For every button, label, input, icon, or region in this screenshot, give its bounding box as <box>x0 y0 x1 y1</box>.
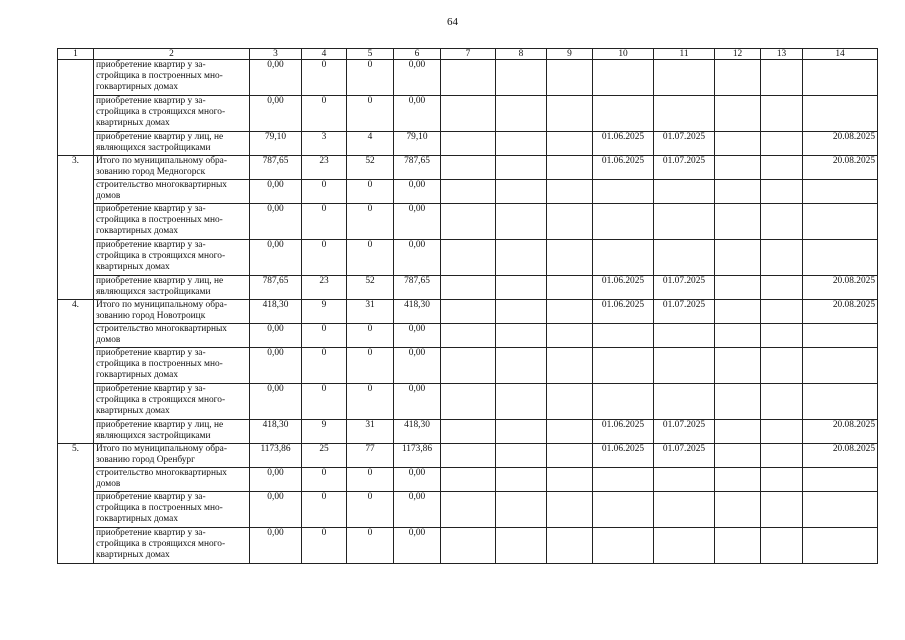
col13-cell <box>761 528 803 564</box>
row-number-cell <box>58 348 94 384</box>
col13-cell <box>761 156 803 180</box>
column-header: 12 <box>715 49 761 60</box>
row-number-cell <box>58 324 94 348</box>
col11-cell <box>654 384 715 420</box>
column-header: 4 <box>302 49 347 60</box>
col8-cell <box>496 240 547 276</box>
col6-cell: 0,00 <box>394 324 441 348</box>
col10-cell <box>593 240 654 276</box>
col12-cell <box>715 60 761 96</box>
column-header: 14 <box>803 49 878 60</box>
column-header: 7 <box>441 49 496 60</box>
col8-cell <box>496 384 547 420</box>
table-row <box>58 132 878 156</box>
col8-cell <box>496 492 547 528</box>
col7-cell <box>441 468 496 492</box>
col9-cell <box>547 156 593 180</box>
col5-cell: 0 <box>347 324 394 348</box>
col7-cell <box>441 384 496 420</box>
col5-cell: 0 <box>347 240 394 276</box>
col14-cell: 20.08.2025 <box>803 444 878 468</box>
col7-cell <box>441 276 496 300</box>
col12-cell <box>715 468 761 492</box>
page-number: 64 <box>447 16 458 28</box>
col7-cell <box>441 420 496 444</box>
col7-cell <box>441 324 496 348</box>
table-row <box>58 348 878 384</box>
column-header: 1 <box>58 49 94 60</box>
name-cell: строительство многоквартирных домов <box>94 324 250 348</box>
col10-cell: 01.06.2025 <box>593 132 654 156</box>
col11-cell: 01.07.2025 <box>654 132 715 156</box>
column-header: 8 <box>496 49 547 60</box>
row-number-cell: 3. <box>58 156 94 180</box>
col10-cell: 01.06.2025 <box>593 300 654 324</box>
col6-cell: 0,00 <box>394 528 441 564</box>
row-number-cell <box>58 132 94 156</box>
col6-cell: 418,30 <box>394 420 441 444</box>
col3-cell: 0,00 <box>250 240 302 276</box>
col7-cell <box>441 156 496 180</box>
col10-cell: 01.06.2025 <box>593 276 654 300</box>
col3-cell: 79,10 <box>250 132 302 156</box>
col14-cell: 20.08.2025 <box>803 276 878 300</box>
col9-cell <box>547 492 593 528</box>
col10-cell <box>593 468 654 492</box>
col12-cell <box>715 300 761 324</box>
col7-cell <box>441 60 496 96</box>
col7-cell <box>441 180 496 204</box>
col7-cell <box>441 300 496 324</box>
col14-cell <box>803 348 878 384</box>
col13-cell <box>761 96 803 132</box>
col7-cell <box>441 492 496 528</box>
col8-cell <box>496 420 547 444</box>
col6-cell: 0,00 <box>394 204 441 240</box>
col4-cell: 0 <box>302 492 347 528</box>
col7-cell <box>441 204 496 240</box>
column-header: 3 <box>250 49 302 60</box>
col5-cell: 52 <box>347 156 394 180</box>
column-number-header <box>58 49 878 60</box>
col12-cell <box>715 444 761 468</box>
col11-cell: 01.07.2025 <box>654 276 715 300</box>
name-cell: приобретение квартир у за-стройщика в строящихся много-квартирных домах <box>94 240 250 276</box>
col14-cell: 20.08.2025 <box>803 132 878 156</box>
col13-cell <box>761 132 803 156</box>
table-row <box>58 204 878 240</box>
col12-cell <box>715 96 761 132</box>
table-row <box>58 384 878 420</box>
name-cell: приобретение квартир у лиц, не являющихся застройщиками <box>94 132 250 156</box>
col8-cell <box>496 300 547 324</box>
col13-cell <box>761 468 803 492</box>
name-cell: приобретение квартир у за-стройщика в построенных мно-гоквартирных домах <box>94 348 250 384</box>
col14-cell <box>803 60 878 96</box>
col3-cell: 787,65 <box>250 276 302 300</box>
col13-cell <box>761 204 803 240</box>
col9-cell <box>547 240 593 276</box>
table-row <box>58 528 878 564</box>
col5-cell: 31 <box>347 420 394 444</box>
col10-cell <box>593 96 654 132</box>
row-number-cell <box>58 384 94 420</box>
col9-cell <box>547 468 593 492</box>
col5-cell: 0 <box>347 384 394 420</box>
name-cell: приобретение квартир у за-стройщика в строящихся много-квартирных домах <box>94 96 250 132</box>
col4-cell: 0 <box>302 204 347 240</box>
col14-cell: 20.08.2025 <box>803 156 878 180</box>
col7-cell <box>441 444 496 468</box>
row-number-cell <box>58 96 94 132</box>
col8-cell <box>496 180 547 204</box>
col6-cell: 0,00 <box>394 180 441 204</box>
col8-cell <box>496 132 547 156</box>
col11-cell: 01.07.2025 <box>654 420 715 444</box>
col14-cell <box>803 96 878 132</box>
col4-cell: 0 <box>302 240 347 276</box>
col9-cell <box>547 180 593 204</box>
row-number-cell: 5. <box>58 444 94 468</box>
col3-cell: 0,00 <box>250 348 302 384</box>
col13-cell <box>761 420 803 444</box>
col13-cell <box>761 492 803 528</box>
col6-cell: 0,00 <box>394 468 441 492</box>
col11-cell <box>654 348 715 384</box>
col3-cell: 1173,86 <box>250 444 302 468</box>
col14-cell <box>803 528 878 564</box>
col6-cell: 787,65 <box>394 276 441 300</box>
col11-cell <box>654 468 715 492</box>
col4-cell: 9 <box>302 420 347 444</box>
col6-cell: 0,00 <box>394 240 441 276</box>
name-cell: строительство многоквартирных домов <box>94 468 250 492</box>
col9-cell <box>547 384 593 420</box>
col14-cell <box>803 180 878 204</box>
row-number-cell <box>58 276 94 300</box>
col4-cell: 0 <box>302 528 347 564</box>
col4-cell: 0 <box>302 348 347 384</box>
col3-cell: 0,00 <box>250 492 302 528</box>
col5-cell: 0 <box>347 96 394 132</box>
row-number-cell <box>58 468 94 492</box>
col4-cell: 0 <box>302 60 347 96</box>
table-row <box>58 276 878 300</box>
col5-cell: 4 <box>347 132 394 156</box>
col6-cell: 0,00 <box>394 96 441 132</box>
col10-cell <box>593 384 654 420</box>
col3-cell: 0,00 <box>250 180 302 204</box>
col11-cell <box>654 96 715 132</box>
col14-cell: 20.08.2025 <box>803 300 878 324</box>
col11-cell <box>654 60 715 96</box>
row-number-cell <box>58 204 94 240</box>
col12-cell <box>715 324 761 348</box>
col13-cell <box>761 300 803 324</box>
col9-cell <box>547 132 593 156</box>
col6-cell: 0,00 <box>394 492 441 528</box>
col14-cell <box>803 240 878 276</box>
col3-cell: 787,65 <box>250 156 302 180</box>
col13-cell <box>761 180 803 204</box>
col11-cell: 01.07.2025 <box>654 156 715 180</box>
col9-cell <box>547 300 593 324</box>
col12-cell <box>715 420 761 444</box>
col8-cell <box>496 96 547 132</box>
row-number-cell <box>58 180 94 204</box>
col8-cell <box>496 444 547 468</box>
col8-cell <box>496 468 547 492</box>
col3-cell: 418,30 <box>250 300 302 324</box>
col3-cell: 0,00 <box>250 528 302 564</box>
col10-cell <box>593 492 654 528</box>
col5-cell: 52 <box>347 276 394 300</box>
col4-cell: 0 <box>302 324 347 348</box>
col10-cell <box>593 348 654 384</box>
col13-cell <box>761 384 803 420</box>
col13-cell <box>761 444 803 468</box>
col5-cell: 0 <box>347 492 394 528</box>
table-row <box>58 240 878 276</box>
col8-cell <box>496 204 547 240</box>
col9-cell <box>547 276 593 300</box>
col5-cell: 0 <box>347 348 394 384</box>
col5-cell: 0 <box>347 180 394 204</box>
row-number-cell <box>58 528 94 564</box>
table-row <box>58 420 878 444</box>
col5-cell: 77 <box>347 444 394 468</box>
col10-cell <box>593 324 654 348</box>
table-row <box>58 444 878 468</box>
name-cell: приобретение квартир у за-стройщика в строящихся много-квартирных домах <box>94 528 250 564</box>
col5-cell: 0 <box>347 528 394 564</box>
col14-cell <box>803 324 878 348</box>
col14-cell <box>803 468 878 492</box>
col8-cell <box>496 276 547 300</box>
col13-cell <box>761 60 803 96</box>
table-row <box>58 492 878 528</box>
col7-cell <box>441 132 496 156</box>
col12-cell <box>715 528 761 564</box>
table-row <box>58 468 878 492</box>
col14-cell <box>803 204 878 240</box>
column-header: 2 <box>94 49 250 60</box>
col13-cell <box>761 324 803 348</box>
col11-cell: 01.07.2025 <box>654 300 715 324</box>
row-number-cell: 4. <box>58 300 94 324</box>
col4-cell: 0 <box>302 180 347 204</box>
col12-cell <box>715 204 761 240</box>
col6-cell: 0,00 <box>394 348 441 384</box>
name-cell: Итого по муниципальному обра-зованию город Оренбург <box>94 444 250 468</box>
col10-cell <box>593 60 654 96</box>
col5-cell: 0 <box>347 204 394 240</box>
data-table <box>57 48 878 564</box>
col12-cell <box>715 384 761 420</box>
col6-cell: 0,00 <box>394 384 441 420</box>
col3-cell: 0,00 <box>250 204 302 240</box>
col11-cell <box>654 492 715 528</box>
col8-cell <box>496 348 547 384</box>
col11-cell <box>654 528 715 564</box>
col3-cell: 0,00 <box>250 60 302 96</box>
col5-cell: 31 <box>347 300 394 324</box>
column-header: 10 <box>593 49 654 60</box>
col11-cell: 01.07.2025 <box>654 444 715 468</box>
col11-cell <box>654 240 715 276</box>
col4-cell: 23 <box>302 276 347 300</box>
column-header: 11 <box>654 49 715 60</box>
row-number-cell <box>58 60 94 96</box>
table-row <box>58 156 878 180</box>
col10-cell <box>593 180 654 204</box>
table-row <box>58 96 878 132</box>
col12-cell <box>715 156 761 180</box>
col11-cell <box>654 180 715 204</box>
col5-cell: 0 <box>347 60 394 96</box>
col12-cell <box>715 492 761 528</box>
table-row <box>58 60 878 96</box>
col6-cell: 787,65 <box>394 156 441 180</box>
col4-cell: 9 <box>302 300 347 324</box>
col7-cell <box>441 96 496 132</box>
col5-cell: 0 <box>347 468 394 492</box>
column-header: 13 <box>761 49 803 60</box>
col6-cell: 1173,86 <box>394 444 441 468</box>
col4-cell: 23 <box>302 156 347 180</box>
row-number-cell <box>58 492 94 528</box>
name-cell: приобретение квартир у за-стройщика в построенных мно-гоквартирных домах <box>94 204 250 240</box>
col8-cell <box>496 156 547 180</box>
col10-cell <box>593 204 654 240</box>
col10-cell: 01.06.2025 <box>593 156 654 180</box>
name-cell: приобретение квартир у за-стройщика в построенных мно-гоквартирных домах <box>94 60 250 96</box>
row-number-cell <box>58 240 94 276</box>
col4-cell: 3 <box>302 132 347 156</box>
col9-cell <box>547 528 593 564</box>
col4-cell: 25 <box>302 444 347 468</box>
col12-cell <box>715 276 761 300</box>
name-cell: приобретение квартир у лиц, не являющихся застройщиками <box>94 276 250 300</box>
col9-cell <box>547 444 593 468</box>
col10-cell: 01.06.2025 <box>593 420 654 444</box>
table-row <box>58 300 878 324</box>
col10-cell: 01.06.2025 <box>593 444 654 468</box>
col8-cell <box>496 528 547 564</box>
col8-cell <box>496 324 547 348</box>
name-cell: строительство многоквартирных домов <box>94 180 250 204</box>
col3-cell: 0,00 <box>250 324 302 348</box>
col6-cell: 79,10 <box>394 132 441 156</box>
col6-cell: 418,30 <box>394 300 441 324</box>
col13-cell <box>761 240 803 276</box>
col4-cell: 0 <box>302 384 347 420</box>
col7-cell <box>441 348 496 384</box>
column-header: 6 <box>394 49 441 60</box>
name-cell: Итого по муниципальному обра-зованию город Новотроицк <box>94 300 250 324</box>
col11-cell <box>654 324 715 348</box>
col12-cell <box>715 180 761 204</box>
column-header: 9 <box>547 49 593 60</box>
col7-cell <box>441 528 496 564</box>
col9-cell <box>547 420 593 444</box>
name-cell: Итого по муниципальному обра-зованию город Медногорск <box>94 156 250 180</box>
col6-cell: 0,00 <box>394 60 441 96</box>
col14-cell <box>803 492 878 528</box>
name-cell: приобретение квартир у за-стройщика в построенных мно-гоквартирных домах <box>94 492 250 528</box>
col9-cell <box>547 348 593 384</box>
col10-cell <box>593 528 654 564</box>
col11-cell <box>654 204 715 240</box>
col9-cell <box>547 60 593 96</box>
col12-cell <box>715 240 761 276</box>
name-cell: приобретение квартир у лиц, не являющихся застройщиками <box>94 420 250 444</box>
table-row <box>58 324 878 348</box>
col14-cell <box>803 384 878 420</box>
table-row <box>58 180 878 204</box>
col4-cell: 0 <box>302 96 347 132</box>
col12-cell <box>715 348 761 384</box>
row-number-cell <box>58 420 94 444</box>
column-header: 5 <box>347 49 394 60</box>
col7-cell <box>441 240 496 276</box>
col9-cell <box>547 324 593 348</box>
col8-cell <box>496 60 547 96</box>
col4-cell: 0 <box>302 468 347 492</box>
col3-cell: 418,30 <box>250 420 302 444</box>
col9-cell <box>547 204 593 240</box>
col13-cell <box>761 276 803 300</box>
col3-cell: 0,00 <box>250 384 302 420</box>
name-cell: приобретение квартир у за-стройщика в строящихся много-квартирных домах <box>94 384 250 420</box>
col14-cell: 20.08.2025 <box>803 420 878 444</box>
col13-cell <box>761 348 803 384</box>
col3-cell: 0,00 <box>250 96 302 132</box>
col9-cell <box>547 96 593 132</box>
col12-cell <box>715 132 761 156</box>
col3-cell: 0,00 <box>250 468 302 492</box>
